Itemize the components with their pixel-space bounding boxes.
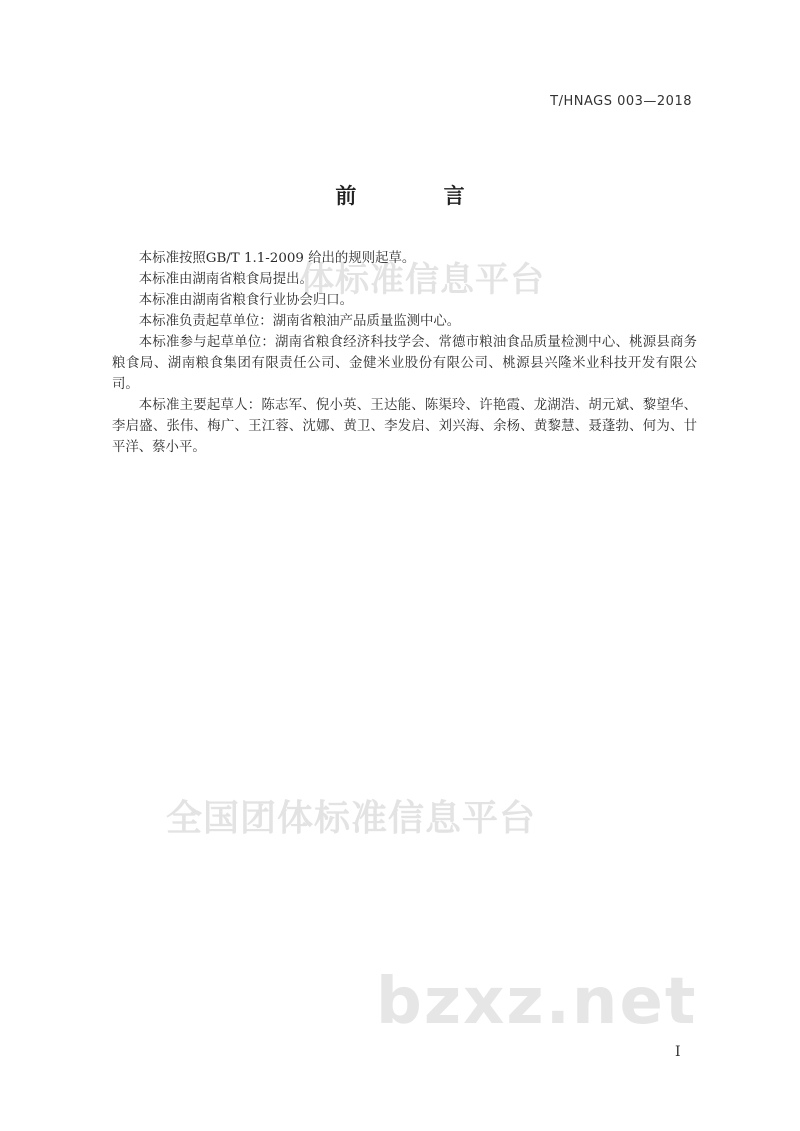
paragraph-proposed-by: 本标准由湖南省粮食局提出。 bbox=[138, 272, 313, 287]
foreword-body bbox=[112, 248, 697, 458]
watermark-middle: 全国团体标准信息平台 bbox=[166, 798, 537, 839]
watermark-lower: bzxz.net bbox=[376, 965, 698, 1039]
page-number: I bbox=[675, 1044, 681, 1060]
watermark-upper: 体标准信息平台 bbox=[300, 260, 545, 300]
paragraph-participating-drafters: 本标准参与起草单位：湖南省粮食经济科技学会、常德市粮油食品质量检测中心、桃源县商务粮食局、湖南粮食集团有限责任公司、金健米业股份有限公司、桃源县兴隆米业科技开发有限公司。 bbox=[112, 335, 697, 392]
paragraph-main-drafters: 本标准主要起草人：陈志军、倪小英、王达能、陈渠玲、许艳霞、龙湖浩、胡元斌、黎望华、李启盛、张伟、梅广、王江蓉、沈娜、黄卫、李发启、刘兴海、余杨、黄黎慧、聂蓬勃、何为、廿平洋、蔡小平。 bbox=[112, 398, 697, 455]
paragraph-lead-drafter: 本标准负责起草单位：湖南省粮油产品质量监测中心。 bbox=[138, 314, 461, 329]
document-code: T/HNAGS 003—2018 bbox=[550, 94, 692, 109]
paragraph-drafting-rules: 本标准按照GB/T 1.1-2009 给出的规则起草。 bbox=[138, 251, 416, 266]
paragraph-centralized-by: 本标准由湖南省粮食行业协会归口。 bbox=[138, 293, 354, 308]
page-title: 前 言 bbox=[335, 184, 505, 208]
